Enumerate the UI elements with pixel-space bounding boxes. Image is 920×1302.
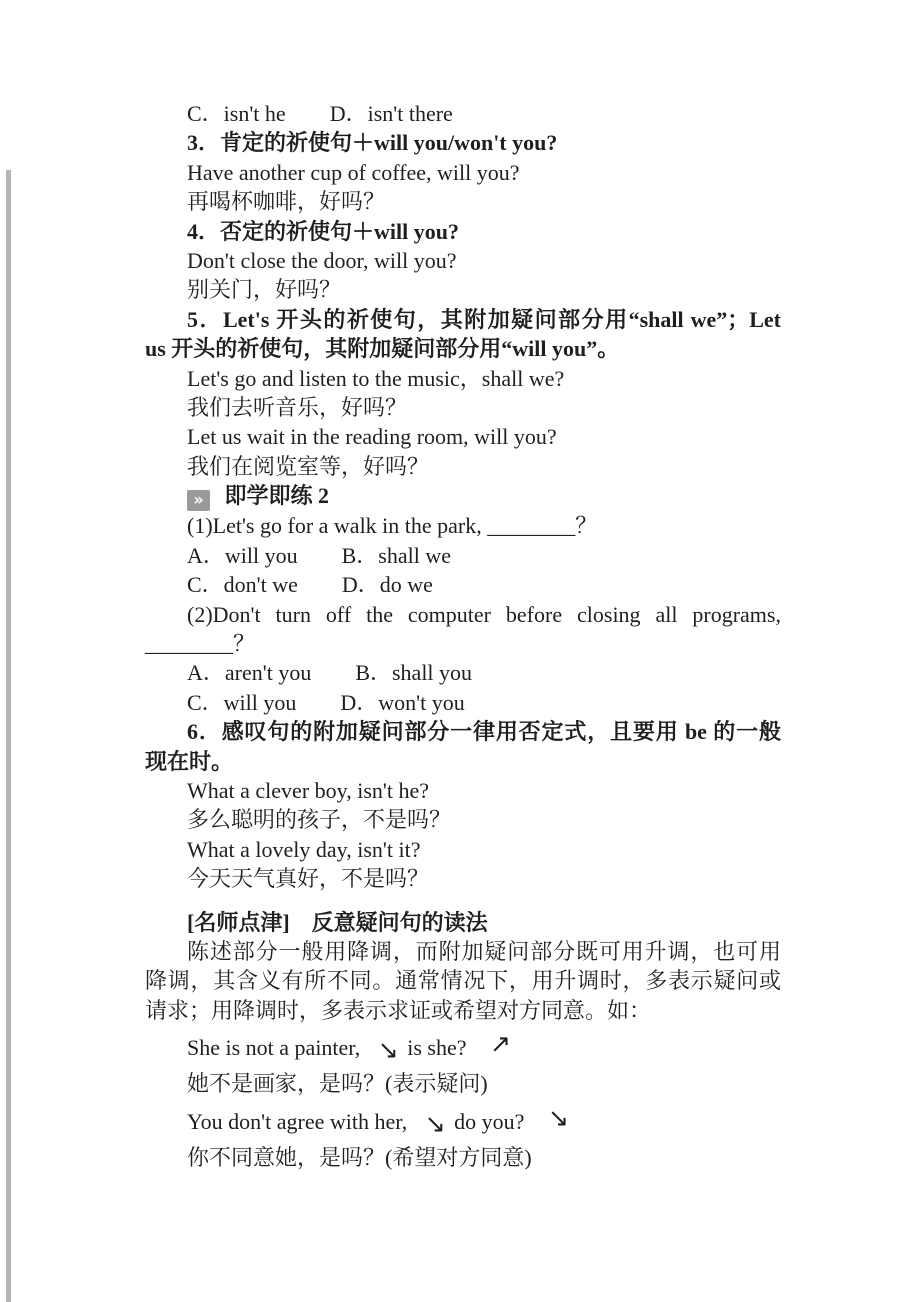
tone-example-text: is she? (407, 1035, 467, 1061)
example-sentence-en: Have another cup of coffee, will you? (187, 159, 520, 185)
question-1: (1)Let's go for a walk in the park, ________？ (187, 513, 598, 539)
practice-title: 即学即练 2 (224, 483, 330, 509)
rising-tone-arrow-icon: ↗ (489, 1029, 511, 1059)
note-paragraph-line: 降调，其含义有所不同。通常情况下，用升调时，多表示疑问或 (145, 968, 781, 994)
practice-header (145, 481, 781, 511)
tone-example-text: You don't agree with her, (187, 1108, 408, 1134)
example-sentence-zh: 今天天气真好，不是吗？ (187, 866, 430, 892)
example-sentence-en: Let's go and listen to the music，shall we? (187, 365, 565, 391)
tone-example-2-zh: 你不同意她，是吗？(希望对方同意) (187, 1144, 532, 1170)
heading-rule-5: 5．Let's 开头的祈使句，其附加疑问部分用“shall we”；Let (187, 306, 781, 332)
falling-tone-arrow-icon: ↘ (377, 1035, 399, 1065)
falling-tone-arrow-icon: ↘ (424, 1108, 446, 1138)
document-content (145, 99, 781, 1172)
teacher-note-heading: [名师点津] 反意疑问句的读法 (187, 909, 488, 935)
tone-example-text: do you? (454, 1108, 525, 1134)
example-sentence-zh: 别关门，好吗？ (187, 277, 342, 303)
options-ab: A．will you B．shall we (187, 542, 451, 568)
note-paragraph-line: 陈述部分一般用降调，而附加疑问部分既可用升调，也可用 (187, 938, 781, 964)
example-sentence-en: Let us wait in the reading room, will you? (187, 424, 557, 450)
heading-rule-4: 4．否定的祈使句＋will you? (187, 218, 459, 244)
options-ab: A．aren't you B．shall you (187, 660, 473, 686)
example-sentence-zh: 我们在阅览室等，好吗？ (187, 453, 430, 479)
options-cd: C．will you D．won't you (187, 689, 465, 715)
heading-rule-6-cont: 现在时。 (145, 748, 234, 774)
tone-example-text: She is not a painter, (187, 1035, 361, 1061)
heading-rule-5-cont: us 开头的祈使句，其附加疑问部分用“will you”。 (145, 336, 620, 362)
example-sentence-zh: 再喝杯咖啡，好吗？ (187, 189, 386, 215)
example-sentence-en: Don't close the door, will you? (187, 248, 457, 274)
example-sentence-en: What a lovely day, isn't it? (187, 836, 421, 862)
tone-example-1-en (145, 1031, 781, 1065)
heading-rule-3: 3．肯定的祈使句＋will you/won't you? (187, 130, 558, 156)
tone-example-1-zh: 她不是画家，是吗？(表示疑问) (187, 1071, 488, 1097)
vertical-scrollbar[interactable] (6, 170, 11, 1302)
heading-rule-6: 6．感叹句的附加疑问部分一律用否定式，且要用 be 的一般 (187, 719, 781, 745)
note-paragraph-line: 请求；用降调时，多表示求证或希望对方同意。如： (145, 997, 652, 1023)
falling-tone-arrow-icon: ↘ (547, 1102, 569, 1132)
practice-icon: » (187, 490, 210, 511)
tone-example-2-en (145, 1102, 781, 1139)
example-sentence-zh: 多么聪明的孩子，不是吗？ (187, 807, 452, 833)
example-sentence-zh: 我们去听音乐，好吗？ (187, 395, 408, 421)
option-line-cd: C．isn't he D．isn't there (187, 101, 453, 126)
options-cd: C．don't we D．do we (187, 572, 433, 598)
question-2: (2)Don't turn off the computer before closing all programs, (187, 601, 781, 627)
question-2-cont: ________？ (145, 630, 256, 656)
example-sentence-en: What a clever boy, isn't he? (187, 777, 429, 803)
